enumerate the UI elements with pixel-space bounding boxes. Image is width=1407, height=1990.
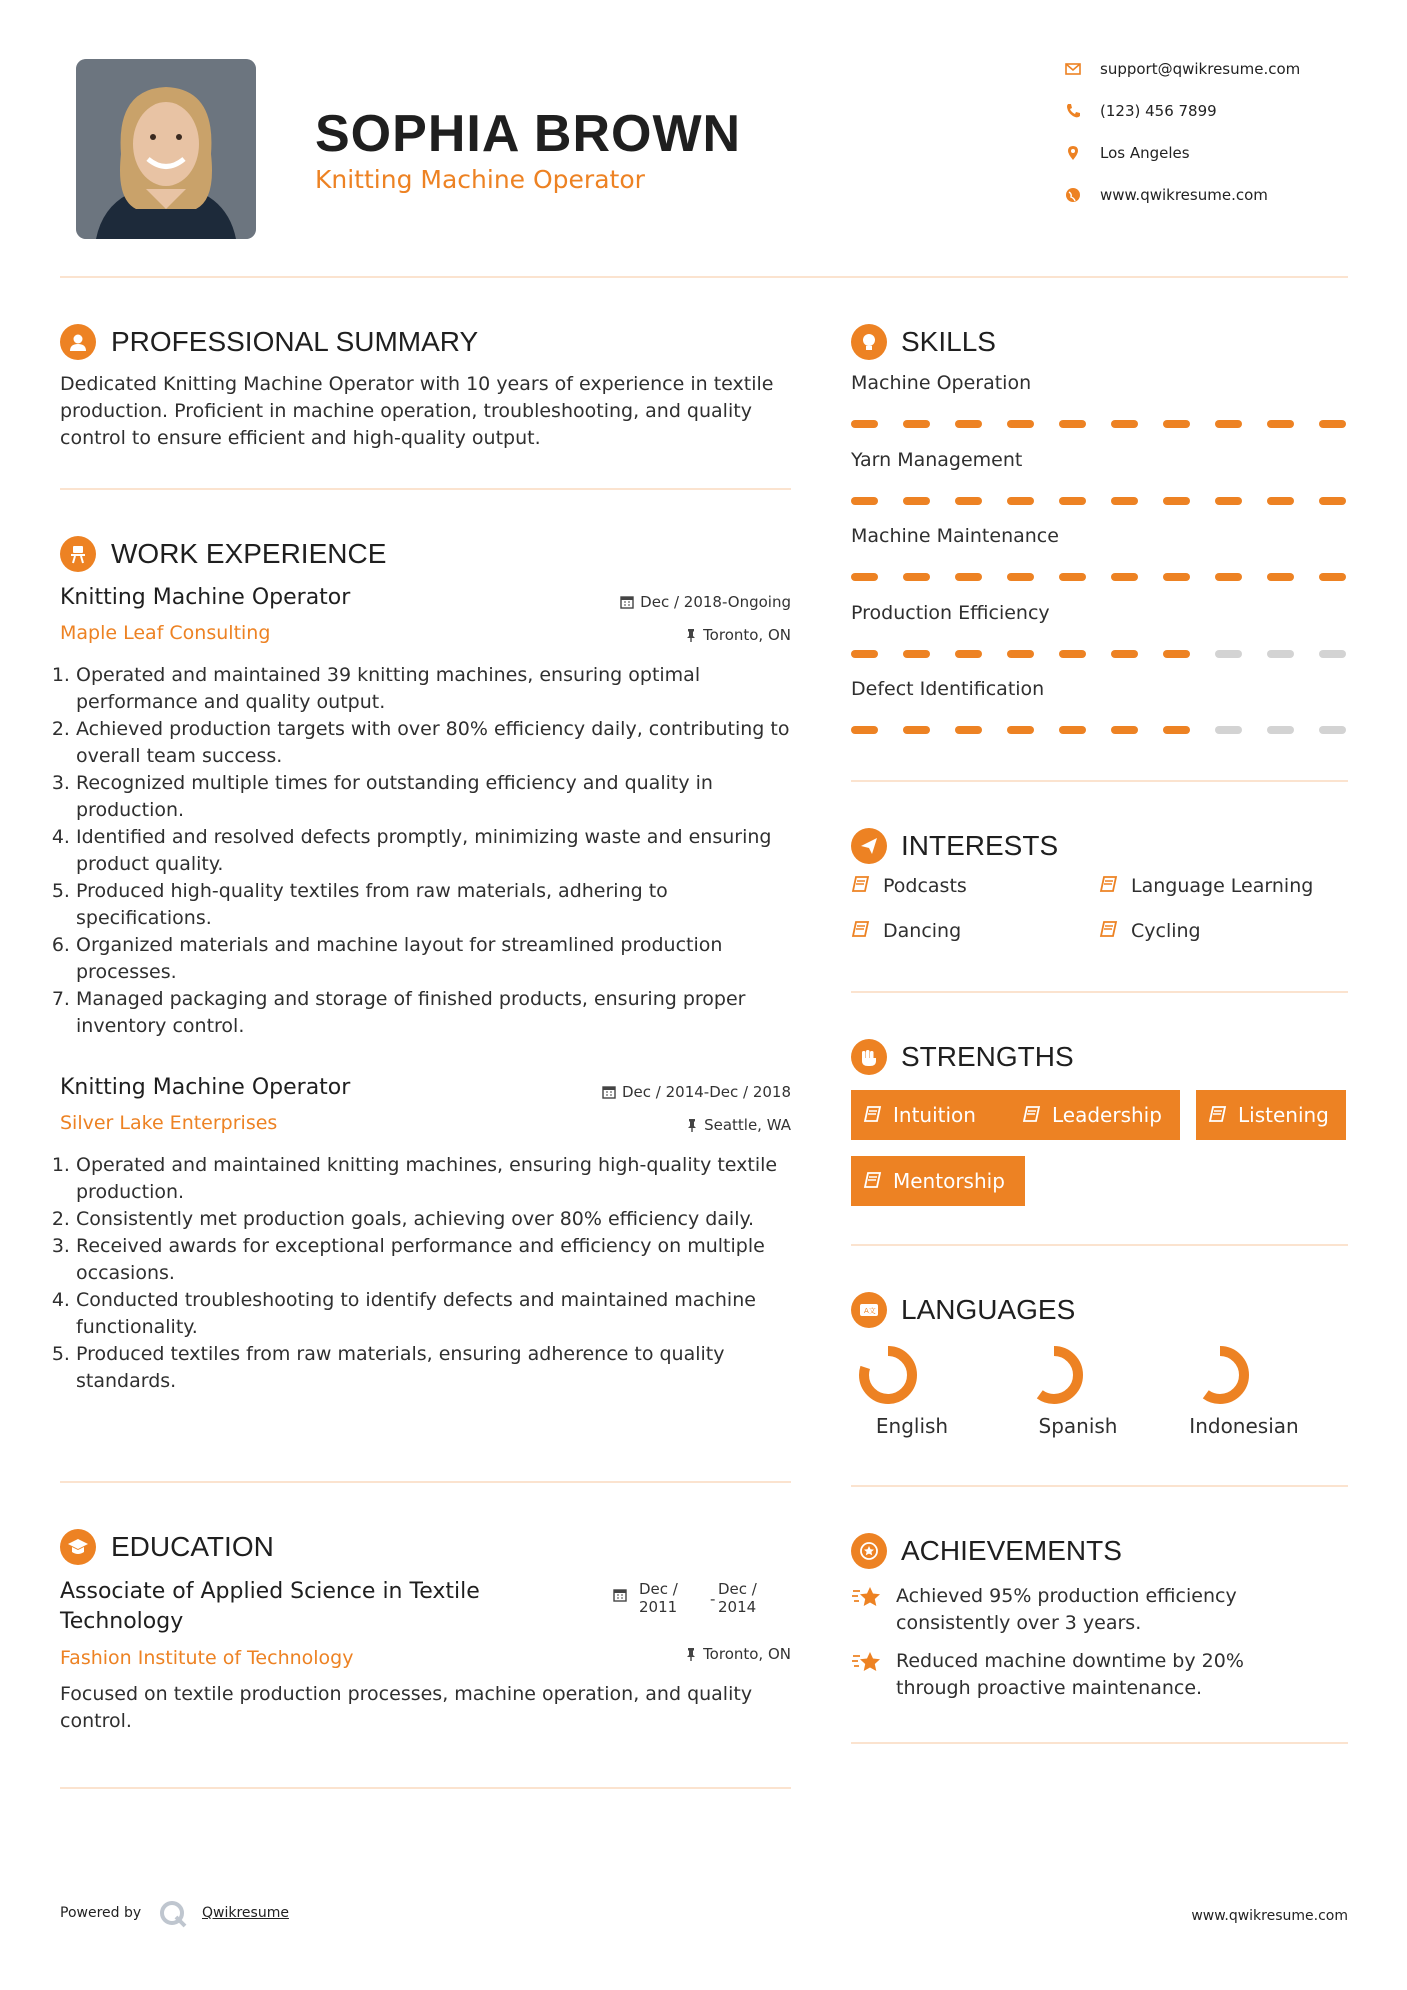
skill-level-dash <box>1007 573 1034 581</box>
book-icon <box>1208 1105 1228 1125</box>
language-label: Indonesian <box>1189 1414 1299 1438</box>
job-dates: Dec / 2014-Dec / 2018 <box>602 1083 791 1101</box>
strengths-divider <box>851 1244 1348 1246</box>
skill-level-dash <box>1059 420 1086 428</box>
skill-level-dash <box>1059 650 1086 658</box>
list-item: 5. Produced high-quality textiles from raw materials, adhering to specifications. <box>76 878 800 932</box>
email-icon <box>1064 60 1082 78</box>
skill-level-dash <box>851 650 878 658</box>
skill-level-dash <box>1319 650 1346 658</box>
skill-level-dash <box>1007 497 1034 505</box>
skill-level-dash <box>903 650 930 658</box>
contact-email[interactable]: support@qwikresume.com <box>1064 60 1354 80</box>
list-item: 3. Recognized multiple times for outstanding efficiency and quality in production. <box>76 770 800 824</box>
skill-level-dash <box>1111 650 1138 658</box>
skill-level-dash <box>1111 726 1138 734</box>
skill-level-bar <box>851 420 1371 428</box>
star-badge-icon <box>851 1533 887 1569</box>
skill-level-dash <box>1059 726 1086 734</box>
skill-level-dash <box>903 420 930 428</box>
strengths-heading: STRENGTHS <box>901 1041 1074 1072</box>
skills-divider <box>851 780 1348 782</box>
strength-tag: Intuition <box>851 1090 1011 1140</box>
list-item: 4. Conducted troubleshooting to identify defects and maintained machine functionality. <box>76 1287 800 1341</box>
skill-level-dash <box>903 573 930 581</box>
skill-level-dash <box>1007 650 1034 658</box>
star-icon <box>851 1585 883 1611</box>
language-icon <box>851 1292 887 1328</box>
language-level-gauge <box>1019 1340 1089 1410</box>
book-icon <box>851 875 871 895</box>
skill-level-dash <box>903 726 930 734</box>
skill-level-dash <box>955 573 982 581</box>
interest-item: Language Learning <box>1099 875 1313 897</box>
skill-level-dash <box>1059 573 1086 581</box>
star-icon <box>851 1650 883 1676</box>
interest-item: Podcasts <box>851 875 967 897</box>
degree: Associate of Applied Science in Textile Technology <box>60 1579 480 1634</box>
skill-level-dash <box>1215 650 1242 658</box>
skill-level-dash <box>1163 650 1190 658</box>
job-location: Toronto, ON <box>685 626 791 644</box>
education-divider <box>60 1787 791 1789</box>
school: Fashion Institute of Technology <box>60 1647 354 1669</box>
graduation-cap-icon <box>60 1529 96 1565</box>
interests-divider <box>851 991 1348 993</box>
job-role: Knitting Machine Operator <box>60 585 351 610</box>
job-location: Seattle, WA <box>686 1116 791 1134</box>
achievements-divider <box>851 1742 1348 1744</box>
summary-divider <box>60 488 791 490</box>
skill-label: Machine Maintenance <box>851 525 1059 547</box>
book-icon <box>863 1171 883 1191</box>
job-company: Maple Leaf Consulting <box>60 622 271 644</box>
book-icon <box>1099 875 1119 895</box>
candidate-name: SOPHIA BROWN <box>315 105 742 163</box>
work-heading: WORK EXPERIENCE <box>111 538 387 569</box>
profile-photo <box>76 59 256 239</box>
map-pin-icon <box>1064 144 1082 162</box>
skill-level-dash <box>851 573 878 581</box>
skill-level-bar <box>851 497 1371 505</box>
contact-website[interactable]: www.qwikresume.com <box>1064 186 1354 206</box>
pin-icon <box>685 628 697 642</box>
skill-level-dash <box>1059 497 1086 505</box>
education-location: Toronto, ON <box>685 1645 791 1663</box>
strength-tag: Mentorship <box>851 1156 1025 1206</box>
pin-icon <box>686 1118 698 1132</box>
user-icon <box>60 324 96 360</box>
languages-heading: LANGUAGES <box>901 1294 1076 1325</box>
list-item: 2. Achieved production targets with over 80% efficiency daily, contributing to overall team success. <box>76 716 800 770</box>
contact-phone[interactable]: (123) 456 7899 <box>1064 102 1354 122</box>
skill-level-dash <box>955 420 982 428</box>
svg-text:A文: A文 <box>864 1307 876 1315</box>
qwikresume-logo-icon <box>158 1899 188 1933</box>
strength-tag: Leadership <box>1010 1090 1180 1140</box>
skill-level-dash <box>851 726 878 734</box>
skill-level-dash <box>1267 726 1294 734</box>
book-icon <box>851 920 871 940</box>
list-item: 3. Received awards for exceptional performance and efficiency on multiple occasions. <box>76 1233 800 1287</box>
skill-level-dash <box>1267 650 1294 658</box>
skill-level-dash <box>955 497 982 505</box>
calendar-icon <box>620 595 634 609</box>
skill-level-dash <box>851 420 878 428</box>
header-divider <box>60 276 1348 278</box>
skill-level-dash <box>1215 497 1242 505</box>
language-level-gauge <box>853 1340 923 1410</box>
education-text: Focused on textile production processes, machine operation, and quality control. <box>60 1683 753 1732</box>
globe-icon <box>1064 186 1082 204</box>
skill-level-dash <box>1111 573 1138 581</box>
skill-level-dash <box>1215 573 1242 581</box>
powered-by-label: Powered by <box>60 1905 142 1921</box>
skill-level-dash <box>1267 573 1294 581</box>
phone-icon <box>1064 102 1082 120</box>
book-icon <box>1099 920 1119 940</box>
skill-level-dash <box>1267 497 1294 505</box>
skill-level-dash <box>1111 497 1138 505</box>
skill-level-dash <box>903 497 930 505</box>
skill-level-dash <box>1007 726 1034 734</box>
skill-level-dash <box>1319 497 1346 505</box>
list-item: 1. Operated and maintained knitting machines, ensuring high-quality textile production. <box>76 1152 800 1206</box>
skill-level-dash <box>1163 497 1190 505</box>
skill-level-dash <box>1215 420 1242 428</box>
work-divider <box>60 1481 791 1483</box>
list-item: 5. Produced textiles from raw materials, ensuring adherence to quality standards. <box>76 1341 800 1395</box>
lightbulb-icon <box>851 324 887 360</box>
paper-plane-icon <box>851 828 887 864</box>
job-role: Knitting Machine Operator <box>60 1075 351 1100</box>
language-level-gauge <box>1185 1340 1255 1410</box>
skill-level-dash <box>1319 420 1346 428</box>
skill-level-dash <box>1163 726 1190 734</box>
skill-level-dash <box>955 650 982 658</box>
skills-heading: SKILLS <box>901 326 996 357</box>
contact-location: Los Angeles <box>1064 144 1354 164</box>
skill-level-dash <box>955 726 982 734</box>
qwikresume-link[interactable]: Qwikresume <box>202 1905 289 1921</box>
skill-level-dash <box>1111 420 1138 428</box>
book-icon <box>1022 1105 1042 1125</box>
summary-heading: PROFESSIONAL SUMMARY <box>111 326 479 357</box>
language-label: Spanish <box>1038 1414 1118 1438</box>
education-heading: EDUCATION <box>111 1531 274 1562</box>
languages-divider <box>851 1485 1348 1487</box>
job-bullets <box>58 1152 800 1395</box>
list-item: 1. Operated and maintained 39 knitting machines, ensuring optimal performance and quality output. <box>76 662 800 716</box>
skill-level-bar <box>851 726 1371 734</box>
briefcase-icon <box>60 536 96 572</box>
skill-label: Machine Operation <box>851 372 1032 394</box>
skill-level-dash <box>1215 726 1242 734</box>
language-label: English <box>875 1414 949 1438</box>
skill-level-dash <box>851 497 878 505</box>
job-dates: Dec / 2018-Ongoing <box>620 593 791 611</box>
skill-level-dash <box>1319 726 1346 734</box>
skill-level-dash <box>1163 420 1190 428</box>
job-bullets <box>58 662 800 1040</box>
achievements-heading: ACHIEVEMENTS <box>901 1535 1122 1566</box>
summary-text: Dedicated Knitting Machine Operator with 10 years of experience in textile production. Proficient in machine operation, troubleshooting, and quality control to ensure efficient and high-quality output. <box>60 373 774 449</box>
pin-icon <box>685 1647 697 1661</box>
interest-item: Cycling <box>1099 920 1201 942</box>
skill-level-dash <box>1007 420 1034 428</box>
interests-heading: INTERESTS <box>901 830 1059 861</box>
calendar-icon <box>602 1085 616 1099</box>
interest-item: Dancing <box>851 920 961 942</box>
skill-level-bar <box>851 573 1371 581</box>
skill-label: Yarn Management <box>851 448 1023 471</box>
list-item: 2. Consistently met production goals, achieving over 80% efficiency daily. <box>76 1206 800 1233</box>
skill-level-dash <box>1319 573 1346 581</box>
calendar-icon <box>613 1588 627 1602</box>
list-item: 4. Identified and resolved defects promptly, minimizing waste and ensuring product quality. <box>76 824 800 878</box>
fist-icon <box>851 1039 887 1075</box>
skill-label: Defect Identification <box>851 678 1045 700</box>
list-item: 6. Organized materials and machine layout for streamlined production processes. <box>76 932 800 986</box>
skill-level-bar <box>851 650 1371 658</box>
book-icon <box>863 1105 883 1125</box>
job-title: Knitting Machine Operator <box>315 165 645 194</box>
strength-tag: Listening <box>1196 1090 1346 1140</box>
skill-label: Production Efficiency <box>851 601 1050 624</box>
skill-level-dash <box>1267 420 1294 428</box>
list-item: 7. Managed packaging and storage of finished products, ensuring proper inventory control. <box>76 986 800 1040</box>
skill-level-dash <box>1163 573 1190 581</box>
job-company: Silver Lake Enterprises <box>60 1112 278 1134</box>
footer-website-link[interactable]: www.qwikresume.com <box>1191 1908 1348 1924</box>
